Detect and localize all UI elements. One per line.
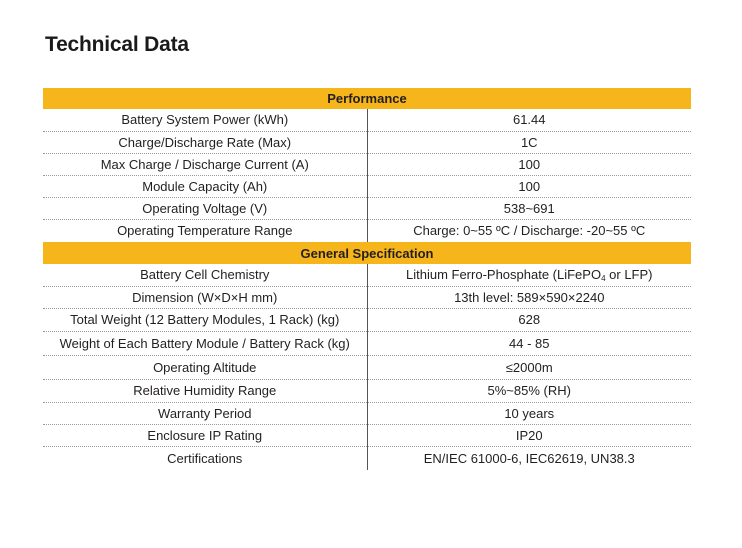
spec-value: ≤2000m: [367, 355, 691, 379]
spec-value: IP20: [367, 424, 691, 446]
spec-label: Battery Cell Chemistry: [43, 264, 367, 286]
table-row: [43, 446, 691, 470]
page-title: Technical Data: [45, 33, 189, 56]
table-row: [43, 355, 691, 379]
table-row: [43, 379, 691, 402]
table-row: [43, 175, 691, 197]
table-row: [43, 109, 691, 131]
table-row: [43, 308, 691, 331]
spec-value: EN/IEC 61000-6, IEC62619, UN38.3: [423, 450, 635, 466]
spec-label: Operating Altitude: [43, 355, 367, 379]
spec-label: Operating Voltage (V): [43, 197, 367, 219]
spec-label: Certifications: [43, 446, 367, 470]
table-row: [43, 331, 691, 355]
table-row: [43, 264, 691, 286]
section-title: Performance: [43, 88, 691, 109]
spec-label: Operating Temperature Range: [43, 219, 367, 242]
spec-value: 100: [367, 153, 691, 175]
table-row: [43, 424, 691, 446]
spec-label: Module Capacity (Ah): [43, 175, 367, 197]
spec-label: Enclosure IP Rating: [43, 424, 367, 446]
spec-value: 5%~85% (RH): [367, 379, 691, 402]
spec-value: 538~691: [367, 197, 691, 219]
spec-value: 10 years: [367, 402, 691, 424]
spec-value: Charge: 0~55 ºC / Discharge: -20~55 ºC: [413, 223, 646, 239]
technical-data-table: [43, 88, 691, 470]
value-suffix: or LFP): [605, 266, 653, 282]
spec-label: Max Charge / Discharge Current (A): [43, 153, 367, 175]
section-header-performance: [43, 88, 691, 109]
spec-value: 1C: [367, 131, 691, 153]
spec-label: Charge/Discharge Rate (Max): [43, 131, 367, 153]
spec-value: 44 - 85: [367, 331, 691, 355]
spec-value: 100: [367, 175, 691, 197]
table-row: [43, 197, 691, 219]
spec-value: [367, 264, 691, 286]
value-prefix: Lithium Ferro-Phosphate (LiFePO: [405, 266, 602, 282]
spec-value: 61.44: [367, 109, 691, 131]
section-header-general-specification: [43, 242, 691, 264]
table-row: [43, 153, 691, 175]
spec-label: Total Weight (12 Battery Modules, 1 Rack) (kg): [43, 308, 367, 331]
spec-value: 13th level: 589×590×2240: [367, 286, 691, 308]
table-row: [43, 131, 691, 153]
section-title: General Specification: [43, 242, 691, 264]
table-row: [43, 219, 691, 242]
value-subscript: 4: [601, 273, 606, 283]
spec-value: 628: [367, 308, 691, 331]
spec-label: Battery System Power (kWh): [43, 109, 367, 131]
table-row: [43, 402, 691, 424]
spec-label: Dimension (W×D×H mm): [43, 286, 367, 308]
spec-label: Warranty Period: [43, 402, 367, 424]
spec-label: Weight of Each Battery Module / Battery Rack (kg): [43, 331, 367, 355]
spec-label: Relative Humidity Range: [43, 379, 367, 402]
table-row: [43, 286, 691, 308]
